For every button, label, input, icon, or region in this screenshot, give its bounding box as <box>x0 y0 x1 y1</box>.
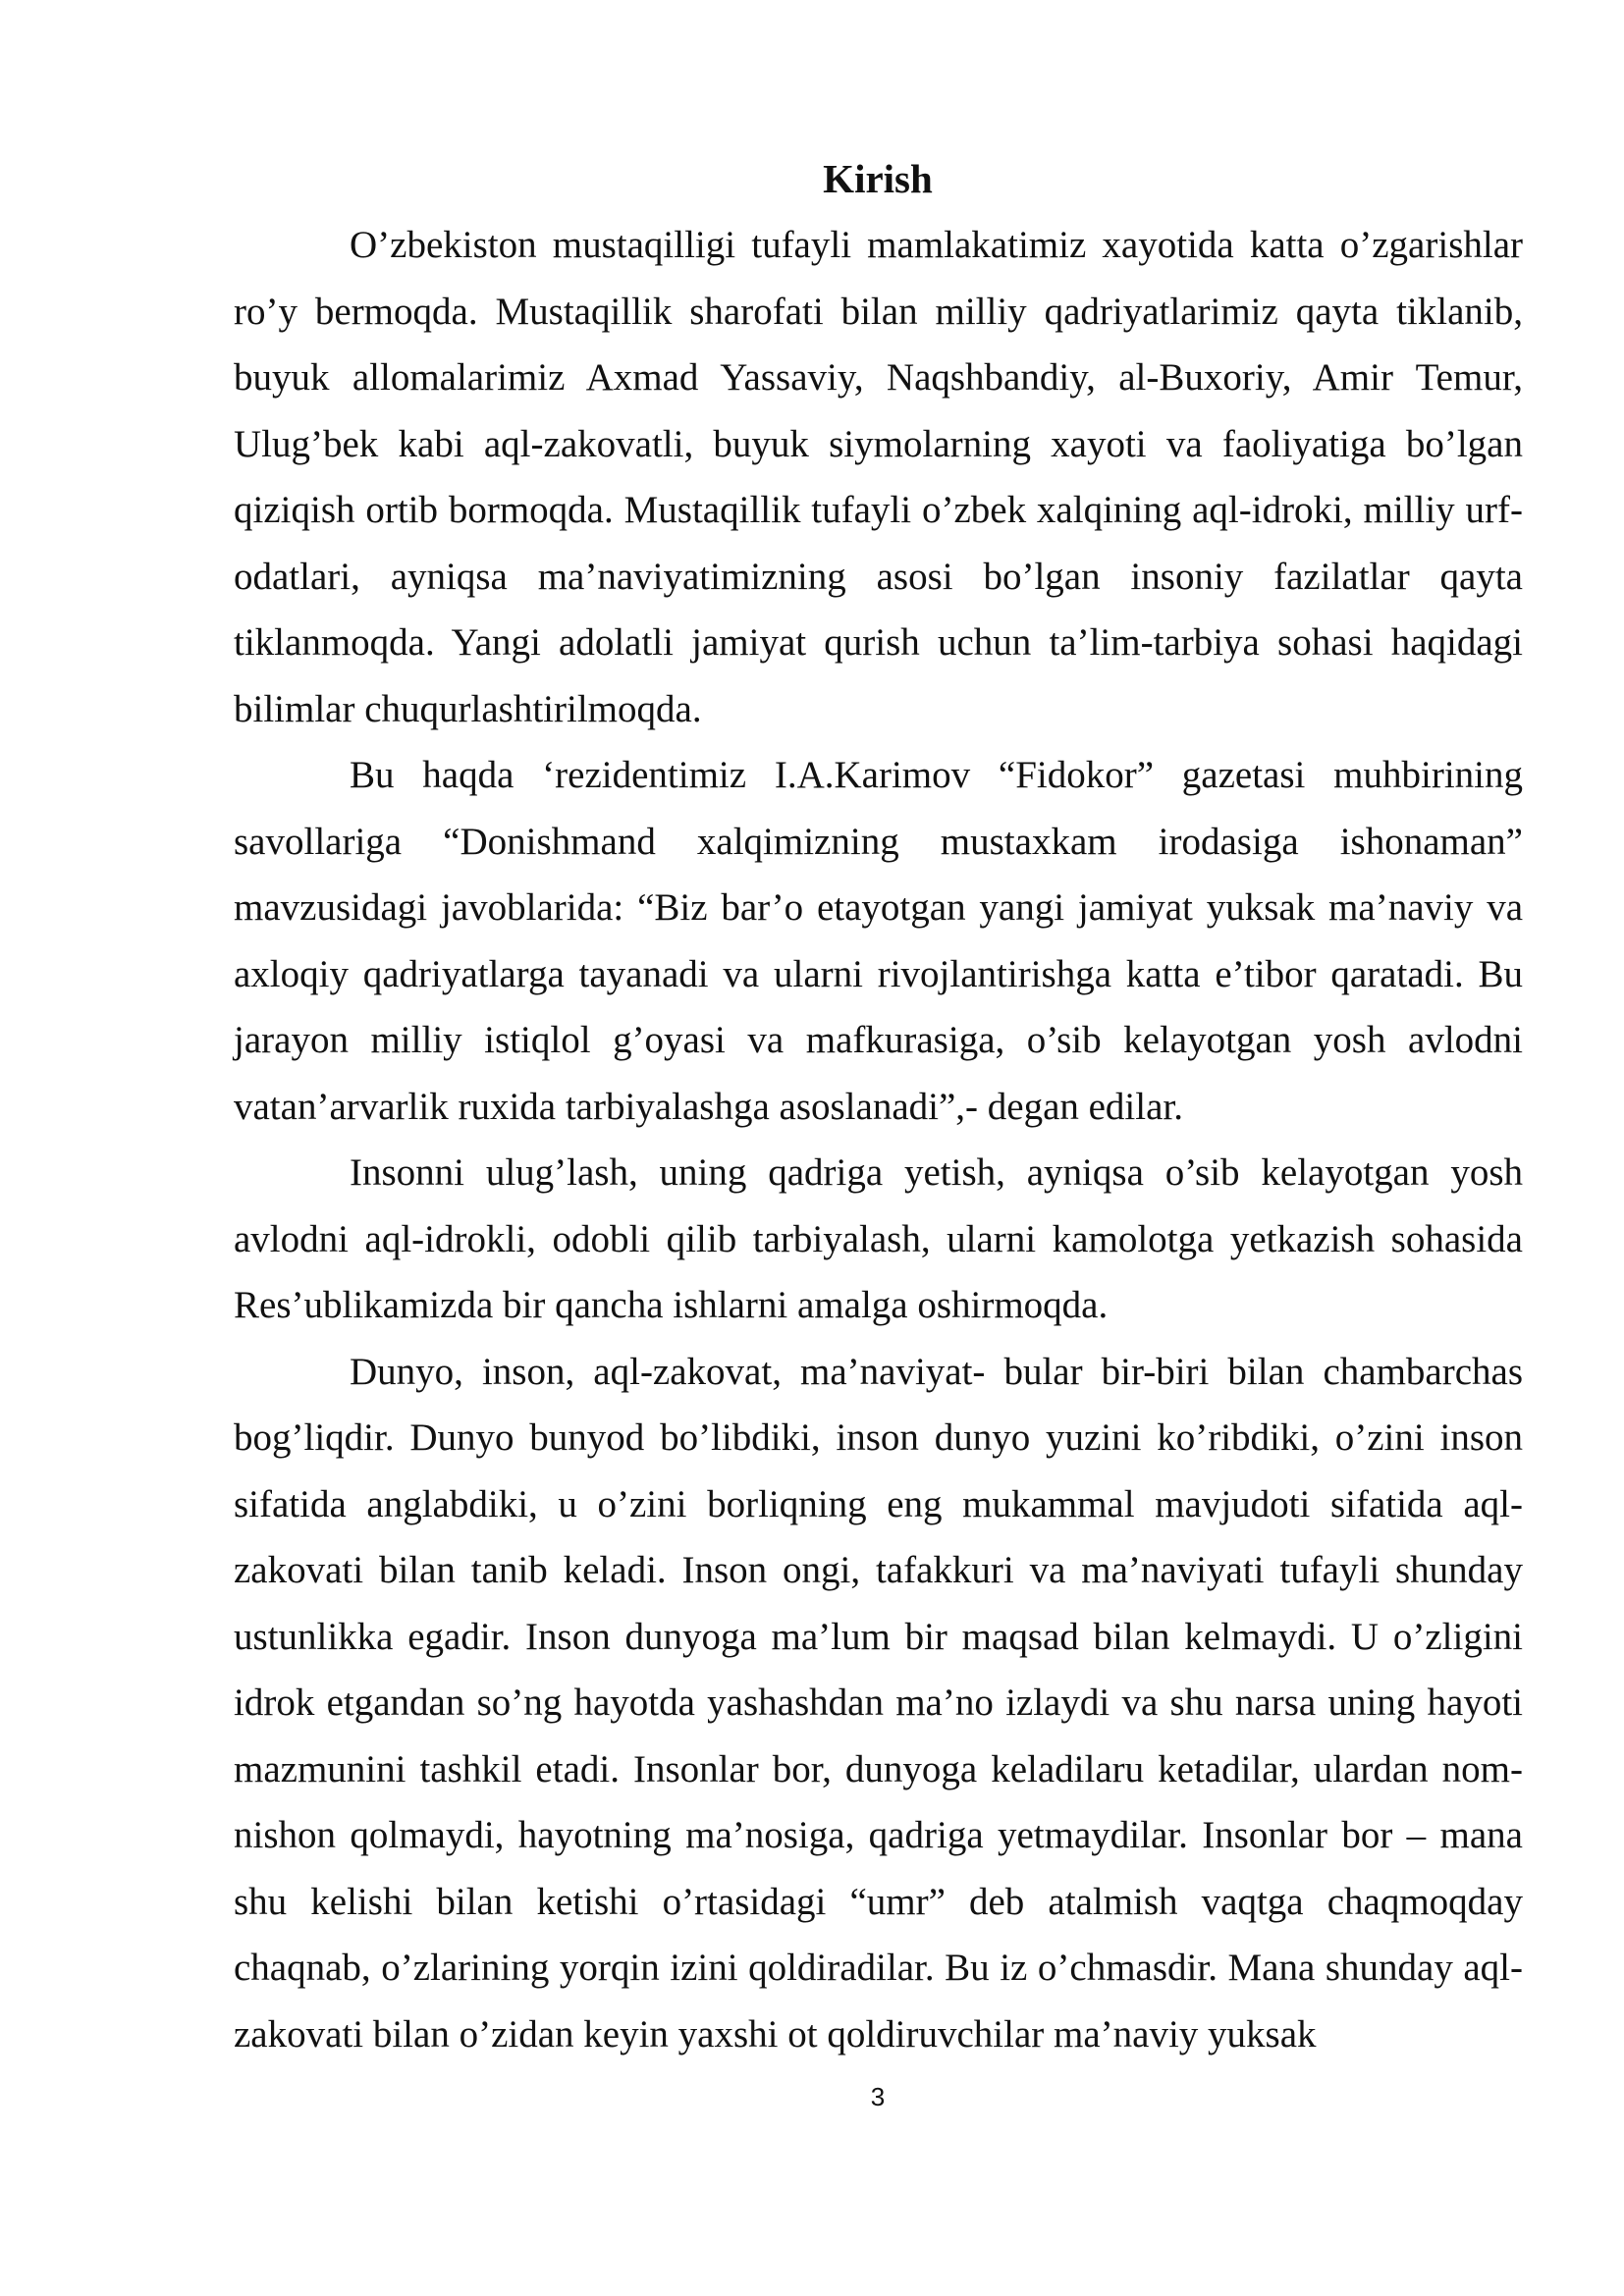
page-number: 3 <box>870 2082 886 2111</box>
paragraph-4: Dunyo, inson, aql-zakovat, ma’naviyat- bular bir-biri bilan chambarchas bog’liqdir. Dunyo bunyod bo’libdiki, inson dunyo yuzini ko’ribdiki, o’zini inson sifatida anglabdiki, u o’zini borliqning eng mukammal mavjudoti sifatida aql-zakovati bilan tanib keladi. Inson ongi, tafakkuri va ma’naviyati tufayli shunday ustunlikka egadir. Inson dunyoga ma’lum bir maqsad bilan kelmaydi. U o’zligini idrok etgandan so’ng hayotda yashashdan ma’no izlaydi va shu narsa uning hayoti mazmunini tashkil etadi. Insonlar bor, dunyoga keladilaru ketadilar, ulardan nom-nishon qolmaydi, hayotning ma’nosiga, qadriga yetmaydilar. Insonlar bor – mana shu kelishi bilan ketishi o’rtasidagi “umr” deb atalmish vaqtga chaqmoqday chaqnab, o’zlarining yorqin izini qoldiradilar. Bu iz o’chmasdir. Mana shunday aql-zakovati bilan o’zidan keyin yaxshi ot qoldiruvchilar ma’naviy yuksak <box>234 1350 1523 2056</box>
paragraph-3: Insonni ulug’lash, uning qadriga yetish, ayniqsa o’sib kelayotgan yosh avlodni aql-idrokli, odobli qilib tarbiyalash, ularni kamolotga yetkazish sohasida Res’ublikamizda bir qancha ishlarni amalga oshirmoqda. <box>234 1151 1523 1326</box>
section-heading: Kirish <box>823 156 933 201</box>
paragraph-2: Bu haqda ‘rezidentimiz I.A.Karimov “Fidokor” gazetasi muhbirining savollariga “Donishmand xalqimizning mustaxkam irodasiga ishonaman” mavzusidagi javoblarida: “Biz bar’o etayotgan yangi jamiyat yuksak ma’naviy va axloqiy qadriyatlarga tayanadi va ularni rivojlantirishga katta e’tibor qaratadi. Bu jarayon milliy istiqlol g’oyasi va mafkurasiga, o’sib kelayotgan yosh avlodni vatan’arvarlik ruxida tarbiyalashga asoslanadi”,- degan edilar. <box>234 754 1523 1128</box>
paragraph-1: O’zbekiston mustaqilligi tufayli mamlakatimiz xayotida katta o’zgarishlar ro’y bermoqda. Mustaqillik sharofati bilan milliy qadriyatlarimiz qayta tiklanib, buyuk allomalarimiz Axmad Yassaviy, Naqshbandiy, al-Buxoriy, Amir Temur, Ulug’bek kabi aql-zakovatli, buyuk siymolarning xayoti va faoliyatiga bo’lgan qiziqish ortib bormoqda. Mustaqillik tufayli o’zbek xalqining aql-idroki, milliy urf-odatlari, ayniqsa ma’naviyatimizning asosi bo’lgan insoniy fazilatlar qayta tiklanmoqda. Yangi adolatli jamiyat qurish uchun ta’lim-tarbiya sohasi haqidagi bilimlar chuqurlashtirilmoqda. <box>234 224 1523 730</box>
body-text <box>234 212 1523 2067</box>
